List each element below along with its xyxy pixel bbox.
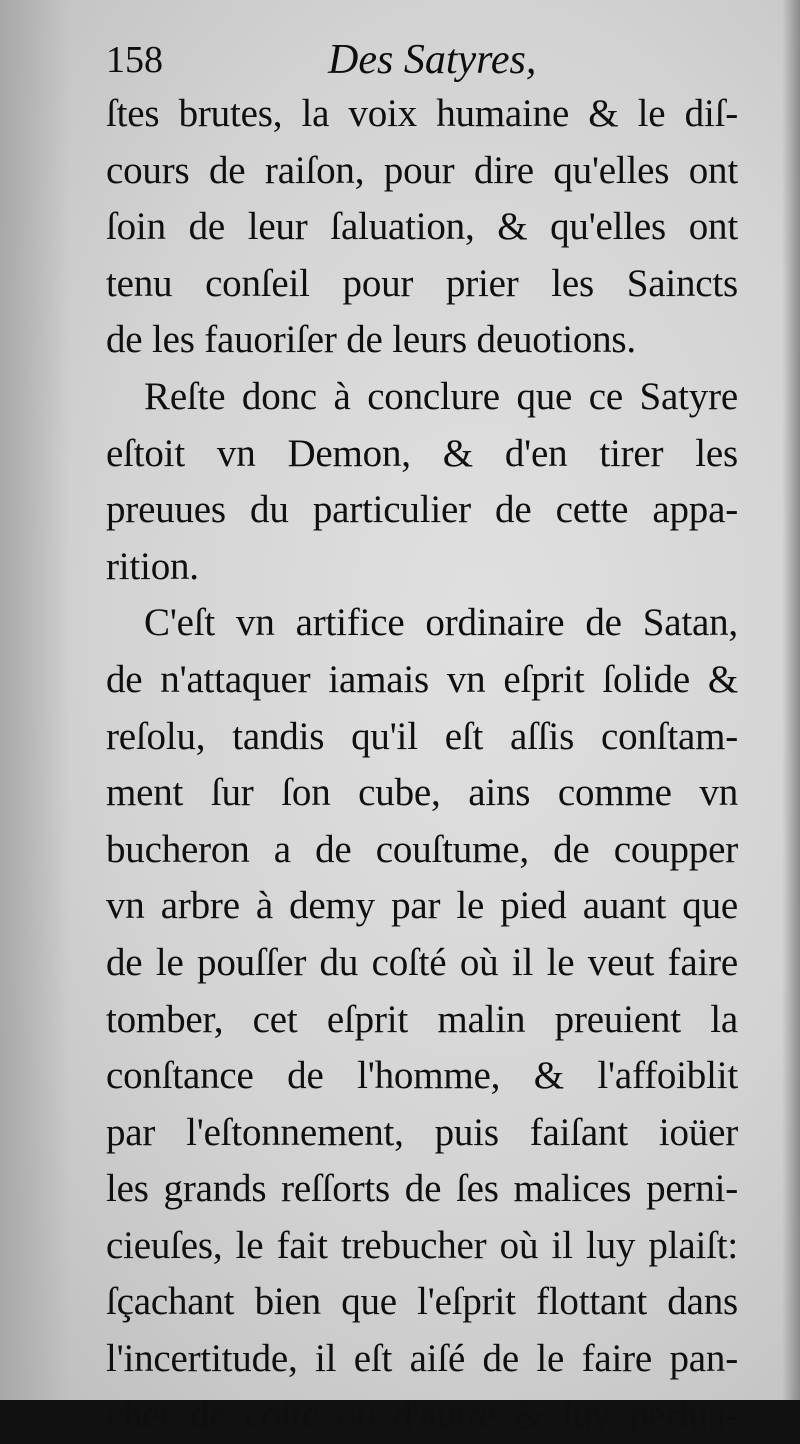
text-line: vn arbre à demy par le pied auant que	[106, 884, 738, 928]
text-line: cours de raiſon, pour dire qu'elles ont	[106, 148, 738, 192]
text-line: C'eſt vn artifice ordinaire de Satan,	[144, 601, 738, 645]
text-line: les grands reſſorts de ſes malices perni-	[106, 1167, 738, 1211]
text-line: ment ſur ſon cube, ains comme vn	[106, 771, 738, 815]
text-line: de n'attaquer iamais vn eſprit ſolide &	[106, 657, 738, 701]
gutter-shadow	[0, 0, 70, 1400]
text-line: bucheron a de couſtume, de coupper	[106, 827, 738, 871]
page-header	[100, 30, 740, 90]
text-line: ſçachant bien que l'eſprit flottant dans	[106, 1280, 738, 1324]
text-line: reſolu, tandis qu'il eſt aſſis conſtam-	[106, 714, 738, 758]
body-text	[106, 86, 738, 1444]
running-title: Des Satyres,	[328, 37, 537, 83]
text-line: de le pouſſer du coſté où il le veut faire	[106, 940, 738, 984]
text-line: tenu conſeil pour prier les Saincts	[106, 261, 738, 305]
text-line: Reſte donc à conclure que ce Satyre	[144, 374, 738, 418]
page-edge-shadow	[782, 0, 800, 1400]
text-line: par l'eſtonnement, puis faiſant ioüer	[106, 1110, 738, 1154]
text-line: rition.	[106, 544, 199, 588]
text-line: de les fauoriſer de leurs deuotions.	[106, 318, 636, 362]
text-line: conſtance de l'homme, & l'affoiblit	[106, 1054, 738, 1098]
page-number: 158	[106, 39, 163, 81]
text-line: ſtes brutes, la voix humaine & le diſ-	[106, 92, 738, 135]
text-line: l'incertitude, il eſt aiſé de le faire pan-	[106, 1337, 738, 1381]
text-line: tomber, cet eſprit malin preuient la	[106, 997, 738, 1041]
text-line: cher de coſté ou d'autre & luy perſua-	[106, 1393, 738, 1437]
text-line: cieuſes, le fait trebucher où il luy plaiſt:	[106, 1223, 738, 1267]
text-line: eſtoit vn Demon, & d'en tirer les	[106, 431, 738, 475]
text-line: ſoin de leur ſaluation, & qu'elles ont	[106, 205, 738, 249]
text-line: preuues du particulier de cette appa-	[106, 488, 738, 532]
